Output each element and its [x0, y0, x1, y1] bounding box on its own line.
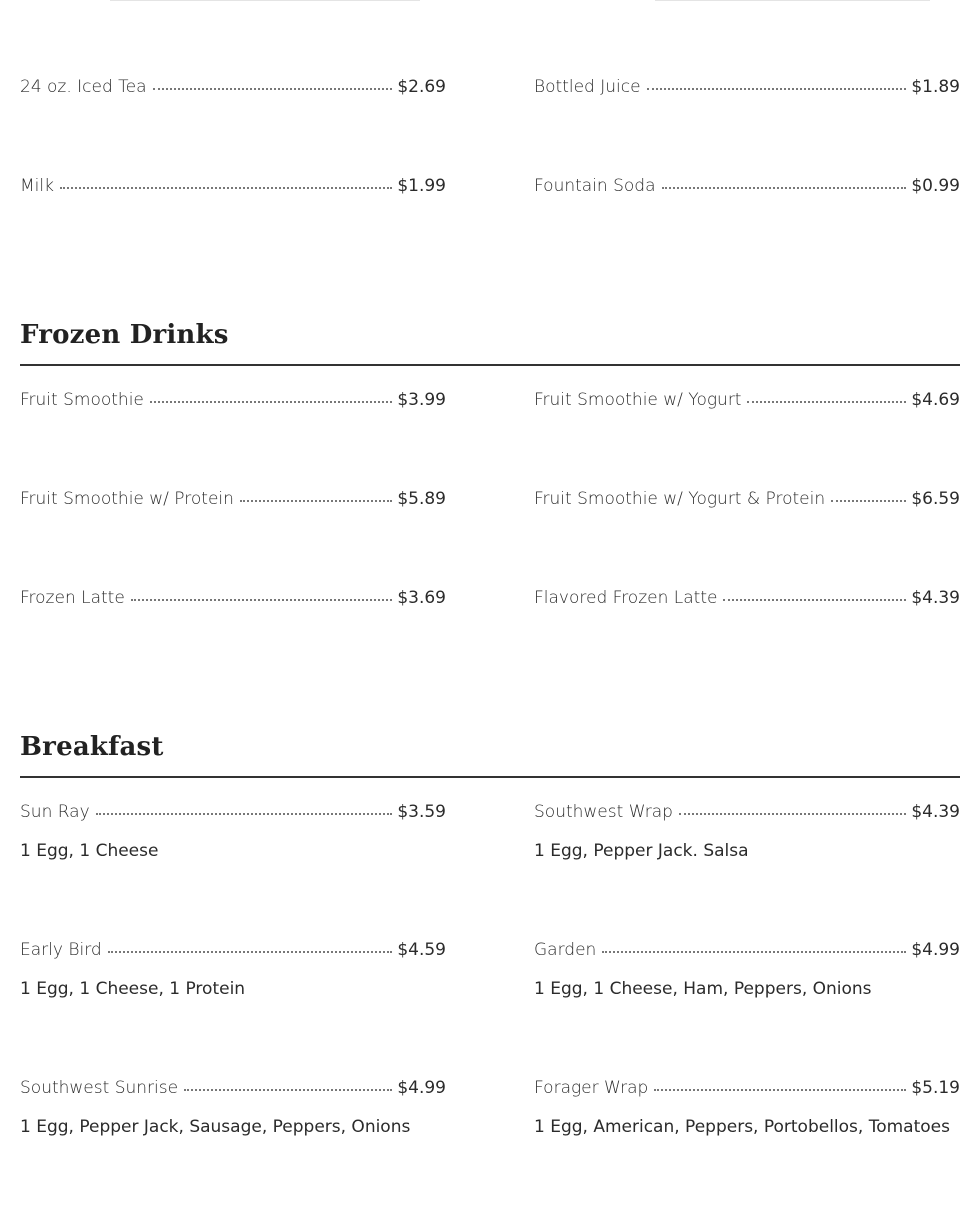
item-name: Frozen Latte [20, 588, 125, 608]
item-price: $3.59 [397, 802, 446, 822]
item-name: Fruit Smoothie w/ Protein [20, 489, 234, 509]
menu-item [20, 175, 446, 197]
menu-item [534, 587, 960, 609]
menu-item [20, 1077, 446, 1138]
dot-leader [131, 599, 393, 601]
item-price: $4.69 [911, 390, 960, 410]
item-name: Early Bird [20, 940, 102, 960]
menu-item [534, 488, 960, 510]
item-description: 1 Egg, American, Peppers, Portobellos, Tomatoes [534, 1117, 950, 1137]
menu-item [534, 389, 960, 411]
dot-leader [747, 401, 906, 403]
item-name: Forager Wrap [534, 1078, 649, 1098]
menu-item [534, 1077, 960, 1138]
item-name: Flavored Frozen Latte [534, 588, 718, 608]
item-name: Milk [20, 176, 54, 196]
menu-item [534, 801, 960, 862]
item-name: Bottled Juice [534, 77, 641, 97]
item-description: 1 Egg, Pepper Jack. Salsa [534, 841, 749, 861]
dot-leader [240, 500, 392, 502]
dot-leader [108, 951, 393, 953]
item-price: $0.99 [911, 176, 960, 196]
dot-leader [602, 951, 906, 953]
item-name: Fruit Smoothie w/ Yogurt [534, 390, 742, 410]
item-name: Sun Ray [20, 802, 90, 822]
item-name: Fountain Soda [534, 176, 656, 196]
section-title-breakfast: Breakfast [20, 732, 164, 762]
dot-leader [679, 813, 906, 815]
dot-leader [96, 813, 393, 815]
menu-item [20, 801, 446, 862]
dot-leader [153, 88, 393, 90]
section-title-frozen-drinks: Frozen Drinks [20, 320, 229, 350]
item-price: $4.99 [911, 940, 960, 960]
item-name: Fruit Smoothie [20, 390, 144, 410]
menu-item [20, 488, 446, 510]
menu-item [20, 389, 446, 411]
item-price: $1.89 [911, 77, 960, 97]
item-description: 1 Egg, 1 Cheese, Ham, Peppers, Onions [534, 979, 872, 999]
item-name: Fruit Smoothie w/ Yogurt & Protein [534, 489, 826, 509]
menu-item [534, 939, 960, 1000]
item-description: 1 Egg, 1 Cheese, 1 Protein [20, 979, 246, 999]
item-name: 24 oz. Iced Tea [20, 77, 147, 97]
item-price: $3.69 [397, 588, 446, 608]
menu-item [20, 939, 446, 1000]
item-price: $6.59 [911, 489, 960, 509]
menu-item [534, 175, 960, 197]
item-price: $4.99 [397, 1078, 446, 1098]
item-price: $1.99 [397, 176, 446, 196]
item-description: 1 Egg, 1 Cheese [20, 841, 159, 861]
dot-leader [60, 187, 392, 189]
dot-leader [723, 599, 906, 601]
dot-leader [831, 500, 906, 502]
item-price: $2.69 [397, 77, 446, 97]
item-price: $4.39 [911, 802, 960, 822]
item-price: $4.39 [911, 588, 960, 608]
item-name: Southwest Wrap [534, 802, 673, 822]
item-price: $4.59 [397, 940, 446, 960]
menu-item [534, 76, 960, 98]
section-divider [20, 364, 960, 366]
item-name: Southwest Sunrise [20, 1078, 179, 1098]
item-price: $3.99 [397, 390, 446, 410]
dot-leader [184, 1089, 392, 1091]
item-price: $5.89 [397, 489, 446, 509]
menu-item [20, 76, 446, 98]
dot-leader [150, 401, 392, 403]
menu-item [20, 587, 446, 609]
item-name: Garden [534, 940, 597, 960]
top-cutoff-divider [0, 0, 965, 4]
dot-leader [654, 1089, 906, 1091]
item-price: $5.19 [911, 1078, 960, 1098]
dot-leader [647, 88, 907, 90]
dot-leader [662, 187, 907, 189]
section-divider [20, 776, 960, 778]
item-description: 1 Egg, Pepper Jack, Sausage, Peppers, Onions [20, 1117, 411, 1137]
